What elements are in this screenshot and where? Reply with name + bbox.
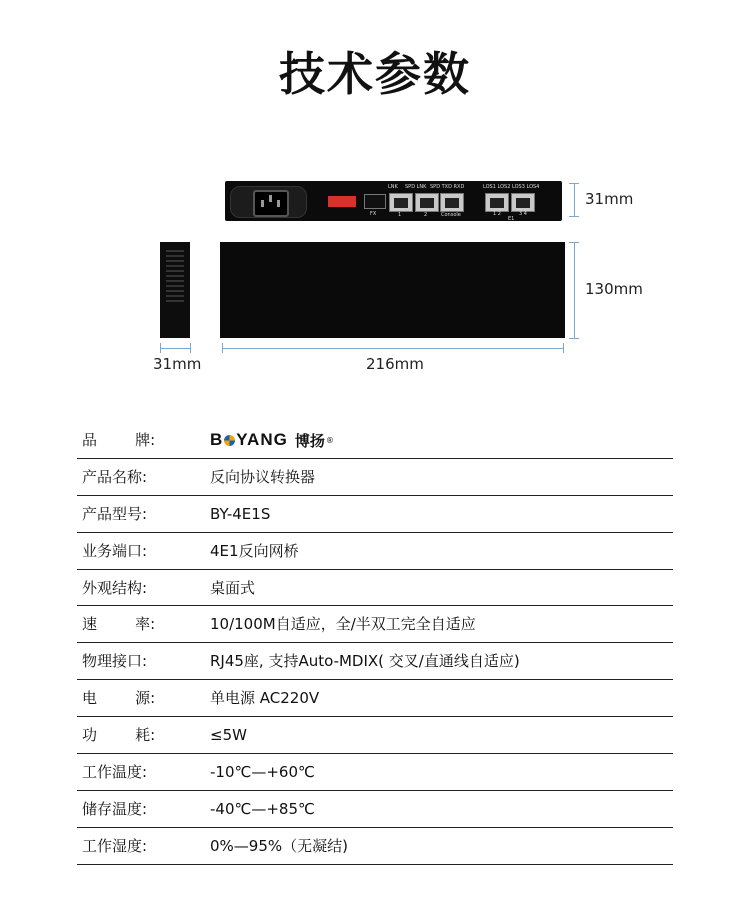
console-port xyxy=(440,193,464,212)
power-inlet-icon xyxy=(253,190,289,217)
spec-row xyxy=(77,496,673,533)
e1-pair1-label: 1 2 xyxy=(493,211,501,217)
front-height-dimension: 31mm xyxy=(585,190,634,208)
rj45-port-1 xyxy=(389,193,413,212)
top-width-dimension: 216mm xyxy=(366,355,424,373)
spec-value: BY-4E1S xyxy=(210,504,271,523)
spec-value: 10/100M自适应，全/半双工完全自适应 xyxy=(210,615,476,634)
spec-label: 外观结构: xyxy=(82,578,148,597)
spec-row xyxy=(77,717,673,754)
e1-pair2-label: 3 4 xyxy=(519,211,527,217)
spec-row xyxy=(77,533,673,570)
spec-row-brand xyxy=(77,422,673,459)
spec-row xyxy=(77,680,673,717)
brand-logo-icon xyxy=(224,435,235,446)
spec-label: 工作湿度: xyxy=(82,836,148,855)
spec-row xyxy=(77,791,673,828)
spec-value: -10℃—+60℃ xyxy=(210,763,315,782)
spec-value: 桌面式 xyxy=(210,578,256,597)
fx-port xyxy=(364,194,386,209)
spec-table xyxy=(77,422,673,865)
top-height-dimension: 130mm xyxy=(585,280,643,298)
side-width-dimension: 31mm xyxy=(153,355,202,373)
spec-value: 4E1反向网桥 xyxy=(210,541,299,560)
rj45-port-2 xyxy=(415,193,439,212)
spec-value: 反向协议转换器 xyxy=(210,467,316,486)
los-label: LOS1 LOS2 LOS3 LOS4 xyxy=(483,184,540,190)
fx-label: FX xyxy=(370,211,377,217)
spec-value: 单电源 AC220V xyxy=(210,689,320,708)
spec-value: -40℃—+85℃ xyxy=(210,799,315,818)
e1-port-1 xyxy=(485,193,509,212)
brand-logo: B YANG 博扬 ® xyxy=(210,430,334,450)
dip-switch xyxy=(328,196,356,207)
device-side-view xyxy=(160,242,190,338)
spec-value: RJ45座, 支持Auto-MDIX( 交叉/直通线自适应) xyxy=(210,652,520,671)
spec-row xyxy=(77,570,673,607)
e1-port-2 xyxy=(511,193,535,212)
spd-lnk-label: SPD LNK xyxy=(405,184,427,190)
spec-label: 业务端口: xyxy=(82,541,148,560)
e1-label: E1 xyxy=(508,216,515,222)
spec-label: 功 耗: xyxy=(82,726,156,745)
console-label: Console xyxy=(441,212,461,218)
spec-value: 0%—95%（无凝结) xyxy=(210,836,348,855)
spec-label: 品 牌: xyxy=(82,431,156,449)
spec-value: ≤5W xyxy=(210,726,247,745)
spec-row xyxy=(77,828,673,865)
spec-label: 速 率: xyxy=(82,615,156,634)
spec-label: 储存温度: xyxy=(82,799,148,818)
spec-row xyxy=(77,643,673,680)
device-front-panel xyxy=(225,181,562,221)
lnk-label: LNK xyxy=(388,184,398,190)
spec-label: 产品名称: xyxy=(82,467,148,486)
spec-label: 物理接口: xyxy=(82,652,148,671)
port1-label: 1 xyxy=(398,212,402,218)
page-title: 技术参数 xyxy=(279,47,471,101)
spec-row xyxy=(77,754,673,791)
spec-label: 产品型号: xyxy=(82,504,148,523)
power-socket xyxy=(230,186,307,218)
spec-row xyxy=(77,459,673,496)
spec-label: 工作温度: xyxy=(82,763,148,782)
port2-label: 2 xyxy=(424,212,428,218)
device-top-view xyxy=(220,242,565,338)
spd-txd-rxd-label: SPD TXD RXD xyxy=(430,184,465,190)
spec-row xyxy=(77,606,673,643)
spec-label: 电 源: xyxy=(82,689,156,708)
